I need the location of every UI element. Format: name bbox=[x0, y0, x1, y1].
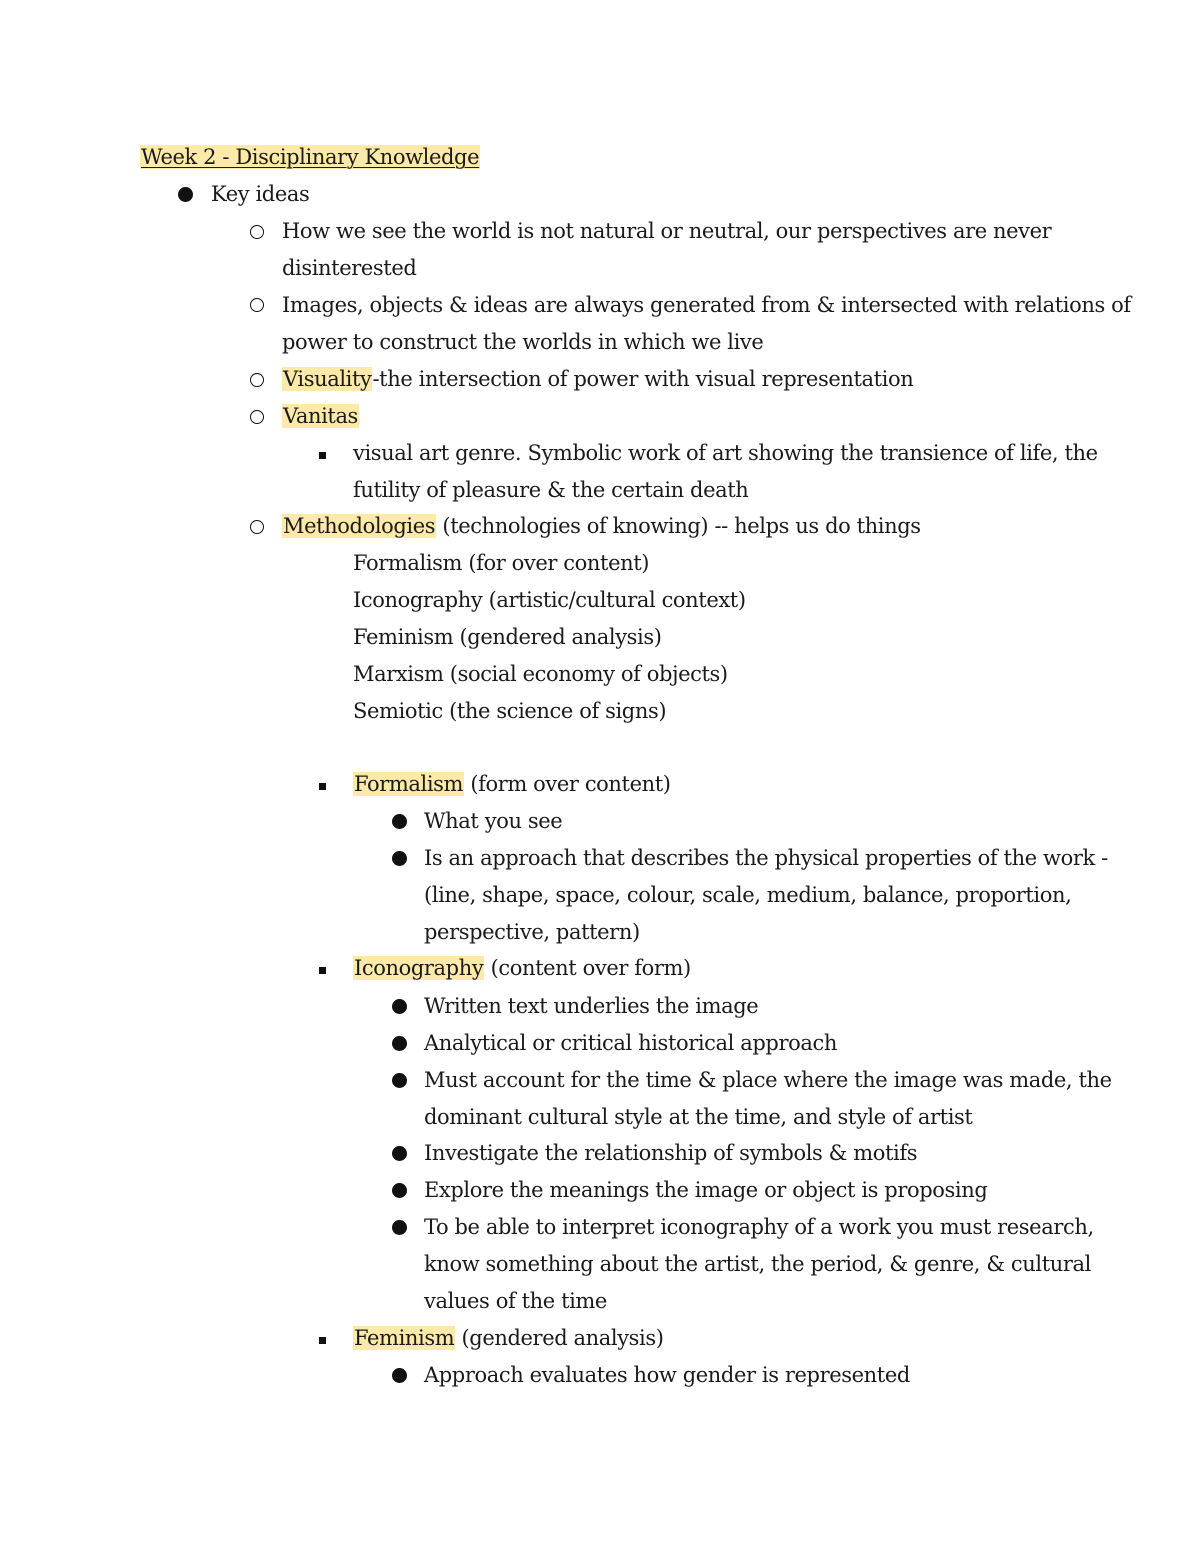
vanitas-term: Vanitas bbox=[283, 404, 358, 428]
iconography-point-5: Explore the meanings the image or object is proposing bbox=[424, 1178, 988, 1202]
filled-bullet-icon bbox=[392, 1036, 407, 1051]
key-idea-1-line-2: disinterested bbox=[282, 256, 417, 280]
formalism-subtitle: (form over content) bbox=[464, 772, 671, 796]
formalism-term: Formalism bbox=[354, 772, 464, 796]
methodology-list-item: Formalism (for over content) bbox=[353, 551, 650, 575]
methodology-list-item: Marxism (social economy of objects) bbox=[353, 662, 728, 686]
vanitas-definition-line-1: visual art genre. Symbolic work of art showing the transience of life, the bbox=[353, 441, 1098, 465]
methodologies-term: Methodologies bbox=[283, 514, 436, 538]
methodology-list-item: Feminism (gendered analysis) bbox=[353, 625, 662, 649]
iconography-point-3-line-1: Must account for the time & place where the image was made, the bbox=[424, 1068, 1112, 1092]
filled-bullet-icon bbox=[392, 851, 407, 866]
square-bullet-icon bbox=[319, 783, 326, 790]
iconography-point-6-line-2: know something about the artist, the period, & genre, & cultural bbox=[424, 1252, 1091, 1276]
filled-bullet-icon bbox=[392, 1368, 407, 1383]
filled-bullet-icon bbox=[392, 1146, 407, 1161]
vanitas-item bbox=[282, 398, 359, 435]
methodologies-definition: (technologies of knowing) -- helps us do things bbox=[436, 514, 921, 538]
formalism-heading bbox=[353, 766, 671, 803]
methodology-list-item: Semiotic (the science of signs) bbox=[353, 699, 667, 723]
square-bullet-icon bbox=[319, 1337, 326, 1344]
iconography-subtitle: (content over form) bbox=[484, 956, 691, 980]
square-bullet-icon bbox=[319, 967, 326, 974]
formalism-point-2-line-1: Is an approach that describes the physical properties of the work - bbox=[424, 846, 1108, 870]
page-title bbox=[140, 139, 480, 176]
iconography-term: Iconography bbox=[354, 956, 484, 980]
iconography-point-6-line-3: values of the time bbox=[424, 1289, 607, 1313]
filled-bullet-icon bbox=[392, 1073, 407, 1088]
filled-bullet-icon bbox=[392, 814, 407, 829]
iconography-point-4: Investigate the relationship of symbols & motifs bbox=[424, 1141, 918, 1165]
formalism-point-2-line-3: perspective, pattern) bbox=[424, 920, 640, 944]
visuality-term: Visuality bbox=[283, 367, 372, 391]
iconography-point-6-line-1: To be able to interpret iconography of a work you must research, bbox=[424, 1215, 1094, 1239]
feminism-term: Feminism bbox=[354, 1326, 455, 1350]
iconography-point-2: Analytical or critical historical approach bbox=[424, 1031, 837, 1055]
filled-bullet-icon bbox=[392, 1220, 407, 1235]
hollow-bullet-icon bbox=[250, 298, 264, 312]
vanitas-definition-line-2: futility of pleasure & the certain death bbox=[353, 478, 749, 502]
visuality-definition: -the intersection of power with visual representation bbox=[372, 367, 914, 391]
square-bullet-icon bbox=[319, 452, 326, 459]
feminism-subtitle: (gendered analysis) bbox=[455, 1326, 664, 1350]
visuality-item bbox=[282, 361, 913, 398]
formalism-point-2-line-2: (line, shape, space, colour, scale, medium, balance, proportion, bbox=[424, 883, 1072, 907]
feminism-heading bbox=[353, 1320, 664, 1357]
formalism-point-1: What you see bbox=[424, 809, 563, 833]
page-title-text: Week 2 - Disciplinary Knowledge bbox=[141, 145, 480, 169]
key-idea-1-line-1: How we see the world is not natural or neutral, our perspectives are never bbox=[282, 219, 1052, 243]
key-idea-2-line-2: power to construct the worlds in which we live bbox=[282, 330, 764, 354]
key-idea-2-line-1: Images, objects & ideas are always generated from & intersected with relations of bbox=[282, 293, 1131, 317]
key-ideas-heading: Key ideas bbox=[211, 182, 310, 206]
iconography-point-1: Written text underlies the image bbox=[424, 994, 759, 1018]
methodologies-item bbox=[282, 508, 921, 545]
feminism-point-1: Approach evaluates how gender is represented bbox=[424, 1363, 910, 1387]
hollow-bullet-icon bbox=[250, 225, 264, 239]
hollow-bullet-icon bbox=[250, 520, 264, 534]
iconography-heading bbox=[353, 950, 691, 987]
hollow-bullet-icon bbox=[250, 410, 264, 424]
iconography-point-3-line-2: dominant cultural style at the time, and style of artist bbox=[424, 1105, 973, 1129]
hollow-bullet-icon bbox=[250, 373, 264, 387]
methodology-list-item: Iconography (artistic/cultural context) bbox=[353, 588, 746, 612]
filled-bullet-icon bbox=[392, 999, 407, 1014]
filled-bullet-icon bbox=[178, 187, 193, 202]
filled-bullet-icon bbox=[392, 1183, 407, 1198]
